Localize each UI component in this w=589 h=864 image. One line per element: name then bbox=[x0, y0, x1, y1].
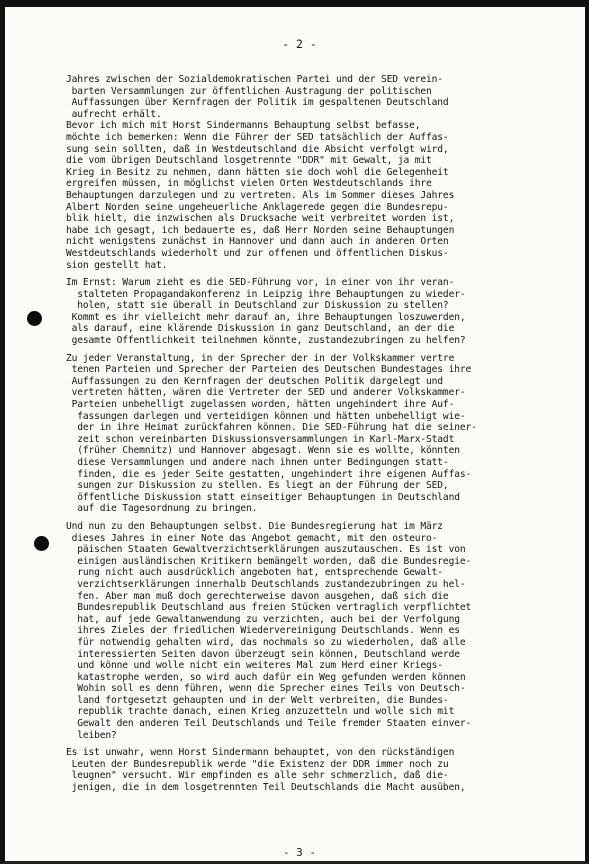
text-line: fassungen darlegen und verteidigen können und hätten unbehelligt wie- bbox=[66, 410, 466, 422]
body-text bbox=[66, 74, 561, 794]
text-line: republik trachte danach, einen Krieg anzuzetteln und wolle sich mit bbox=[66, 706, 455, 718]
text-line: Krieg in Besitz zu nehmen, dann hätten sie doch wohl die Gelegenheit bbox=[66, 166, 449, 178]
text-line: land fortgesetzt gehaupten und in der Welt verbreiten, die Bundes- bbox=[66, 694, 449, 706]
text-line: und könne und wolle nicht ein weiteres Mal zum Herd einer Kriegs- bbox=[66, 660, 443, 672]
paragraph-im-ernst bbox=[66, 277, 561, 347]
text-line: Leuten der Bundesrepublik werde "die Existenz der DDR immer noch zu bbox=[66, 758, 449, 770]
text-line: Gewalt den anderen Teil Deutschlands und Teile fremder Staaten einver- bbox=[66, 718, 472, 730]
text-line: leiben? bbox=[66, 729, 117, 741]
text-line: die vom übrigen Deutschland losgetrennte "DDR" mit Gewalt, ja mit bbox=[66, 155, 432, 167]
text-line: tenen Parteien und Sprecher der Parteien des Deutschen Bundestages ihre bbox=[66, 364, 472, 376]
text-line: interessierten Seiten davon überzeugt sein können, Deutschland werde bbox=[66, 648, 460, 660]
text-line: sung sein sollten, daß in Westdeutschland die Absicht verfolgt wird, bbox=[66, 143, 449, 155]
text-line: Auffassungen über Kernfragen der Politik im gespaltenen Deutschland bbox=[66, 97, 449, 109]
text-line: Parteien unbehelligt zugelassen worden, hätten ungehindert ihre Auf- bbox=[66, 399, 455, 411]
text-line: Wohin soll es denn führen, wenn die Sprecher eines Teils von Deutsch- bbox=[66, 683, 466, 695]
text-line: für notwendig gehalten wird, das nochmals so zu wiederholen, daß alle bbox=[66, 636, 466, 648]
text-line: hat, auf jede Gewaltanwendung zu verzichten, auch bei der Verfolgung bbox=[66, 613, 460, 625]
text-line: der in ihre Heimat zurückfahren können. Die SED-Führung hat die seiner- bbox=[66, 422, 477, 434]
text-line: sion gestellt hat. bbox=[66, 259, 168, 271]
paragraph-before-sindermann bbox=[66, 120, 561, 271]
text-line: auf die Tagesordnung zu bringen. bbox=[66, 503, 258, 515]
text-line: blik hielt, die inzwischen als Drucksache weit verbreitet worden ist, bbox=[66, 213, 455, 225]
text-line: vertreten hätten, wären die Vertreter der SED und anderer Volkskammer- bbox=[66, 387, 466, 399]
text-line: finden, die es jeder Seite gestatten, ungehindert ihre eigenen Auffas- bbox=[66, 468, 472, 480]
text-line: katastrophe werden, so wird auch dafür ein Weg gefunden werden können bbox=[66, 671, 466, 683]
paragraph-behauptungen bbox=[66, 521, 561, 741]
scan-top-edge bbox=[5, 0, 589, 7]
text-line: Behauptungen darzulegen und zu vertreten. Als im Sommer dieses Jahres bbox=[66, 189, 455, 201]
text-line: Jahres zwischen der Sozialdemokratischen Partei und der SED verein- bbox=[66, 74, 443, 85]
text-line: rung nicht auch ausdrücklich angeboten hat, entsprechende Gewalt- bbox=[66, 567, 443, 579]
paragraph-veranstaltung bbox=[66, 353, 561, 515]
text-line: fen. Aber man muß doch gerechterweise davon ausgehen, daß sich die bbox=[66, 590, 449, 602]
text-line: möchte ich bemerken: Wenn die Führer der SED tatsächlich der Auffas- bbox=[66, 131, 449, 143]
text-line: Es ist unwahr, wenn Horst Sindermann behauptet, von den rückständigen bbox=[66, 747, 455, 759]
text-line: als darauf, eine klärende Diskussion in ganz Deutschland, an der die bbox=[66, 323, 455, 335]
text-line: holen, statt sie überall in Deutschland zur Diskussion zu stellen? bbox=[66, 300, 449, 312]
text-line: Kommt es ihr vielleicht mehr darauf an, ihre Behauptungen loszuwerden, bbox=[66, 311, 466, 323]
text-line: Zu jeder Veranstaltung, in der Sprecher der in der Volkskammer vertre bbox=[66, 352, 455, 364]
text-line: ergreifen müssen, in möglichst vielen Orten Westdeutschlands ihre bbox=[66, 178, 432, 190]
text-line: Bevor ich mich mit Horst Sindermanns Behauptung selbst befasse, bbox=[66, 120, 421, 132]
text-line: Und nun zu den Behauptungen selbst. Die Bundesregierung hat im März bbox=[66, 520, 443, 532]
next-page-marker: - 3 - bbox=[282, 846, 317, 859]
text-line: ihres Zieles der friedlichen Wiedervereinigung Deutschlands. Wenn es bbox=[66, 625, 460, 637]
paragraph-continuation bbox=[66, 74, 561, 120]
text-line: gesamte Öffentlichkeit teilnehmen könnte, zustandezubringen zu helfen? bbox=[66, 335, 466, 347]
text-line: Im Ernst: Warum zieht es die SED-Führung vor, in einer von ihr veran- bbox=[66, 277, 455, 289]
text-line: zeit schon vereinbarten Diskussionsversammlungen in Karl-Marx-Stadt bbox=[66, 433, 455, 445]
text-line: nicht wenigstens zunächst in Hannover und dann auch in anderen Orten bbox=[66, 236, 449, 248]
text-line: jenigen, die in dem losgetrennten Teil Deutschlands die Macht ausüben, bbox=[66, 782, 466, 794]
text-line: Albert Norden seine ungeheuerliche Anklagerede gegen die Bundesrepu- bbox=[66, 201, 449, 213]
punch-hole-lower bbox=[34, 536, 49, 551]
text-line: öffentliche Diskussion statt einseitiger Behauptungen in Deutschland bbox=[66, 491, 460, 503]
text-line: leugnen" versucht. Wir empfinden es alle sehr schmerzlich, daß die- bbox=[66, 770, 449, 782]
text-line: einigen ausländischen Kritikern bemängelt worden, daß die Bundesregie- bbox=[66, 555, 472, 567]
text-line: aufrecht erhält. bbox=[66, 108, 162, 120]
text-line: (früher Chemnitz) und Hannover abgesagt. Wenn sie es wollte, könnten bbox=[66, 445, 460, 457]
text-line: habe ich gesagt, ich bedauerte es, daß Herr Norden seine Behauptungen bbox=[66, 224, 455, 236]
page-number: - 2 - bbox=[282, 37, 317, 51]
text-line: sungen zur Diskussion zu stellen. Es liegt an der Führung der SED, bbox=[66, 480, 449, 492]
paragraph-unwahr bbox=[66, 747, 561, 793]
punch-hole-upper bbox=[27, 311, 42, 326]
text-line: verzichtserklärungen innerhalb Deutschlands zustandezubringen zu hel- bbox=[66, 578, 466, 590]
text-line: dieses Jahres in einer Note das Angebot gemacht, mit den osteuro- bbox=[66, 532, 438, 544]
text-line: stalteten Propagandakonferenz in Leipzig ihre Behauptungen zu wieder- bbox=[66, 288, 466, 300]
text-line: päischen Staaten Gewaltverzichtserklärungen auszutauschen. Es ist von bbox=[66, 544, 466, 556]
text-line: barten Versammlungen zur öffentlichen Austragung der politischen bbox=[66, 85, 432, 97]
text-line: Auffassungen zu den Kernfragen der deutschen Politik dargelegt und bbox=[66, 375, 443, 387]
text-line: Bundesrepublik Deutschland aus freien Stücken vertraglich verpflichtet bbox=[66, 602, 472, 614]
text-line: diese Versammlungen und andere nach ihnen unter Bedingungen statt- bbox=[66, 457, 449, 468]
text-line: Westdeutschlands wiederholt und zur offenen und öffentlichen Diskus- bbox=[66, 247, 449, 259]
